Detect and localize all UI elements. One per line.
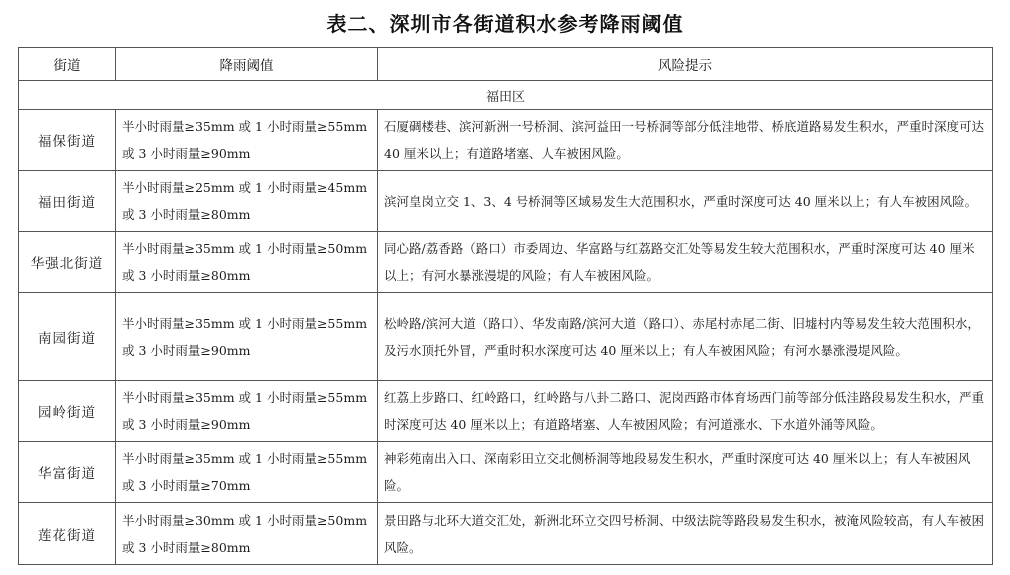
table-row	[19, 232, 993, 293]
threshold-line: 或 3 小时雨量≥90mm	[122, 417, 251, 432]
risk-warning: 石厦碉楼巷、滨河新洲一号桥洞、滨河益田一号桥洞等部分低洼地带、桥底道路易发生积水，严重时深度可达 40 厘米以上；有道路堵塞、人车被困风险。	[378, 110, 993, 171]
street-name: 园岭街道	[19, 381, 116, 442]
threshold-line: 半小时雨量≥35mm 或 1 小时雨量≥55mm	[122, 390, 368, 405]
threshold-line: 半小时雨量≥25mm 或 1 小时雨量≥45mm	[122, 180, 368, 195]
page-title: 表二、深圳市各街道积水参考降雨阈值	[326, 12, 684, 36]
street-name: 莲花街道	[19, 503, 116, 565]
street-name: 华强北街道	[19, 232, 116, 293]
risk-warning: 同心路/荔香路（路口）市委周边、华富路与红荔路交汇处等易发生较大范围积水，严重时深度可达 40 厘米以上；有河水暴涨漫堤的风险；有人车被困风险。	[378, 232, 993, 293]
threshold-line: 半小时雨量≥35mm 或 1 小时雨量≥55mm	[122, 119, 368, 134]
threshold-line: 半小时雨量≥30mm 或 1 小时雨量≥50mm	[122, 512, 368, 528]
threshold-line: 或 3 小时雨量≥80mm	[122, 268, 251, 283]
district-row	[19, 81, 993, 110]
risk-warning: 滨河皇岗立交 1、3、4 号桥洞等区域易发生大范围积水，严重时深度可达 40 厘米以上；有人车被困风险。	[378, 171, 993, 232]
risk-warning: 松岭路/滨河大道（路口）、华发南路/滨河大道（路口）、赤尾村赤尾二街、旧墟村内等易发生较大范围积水，及污水顶托外冒，严重时积水深度可达 40 厘米以上；有人车被困风险；有河水暴涨漫堤风险。	[378, 293, 993, 381]
threshold-line: 或 3 小时雨量≥70mm	[122, 478, 251, 493]
street-name: 华富街道	[19, 442, 116, 503]
rainfall-threshold	[116, 381, 378, 442]
column-header-threshold: 降雨阈值	[116, 48, 378, 81]
threshold-line: 半小时雨量≥35mm 或 1 小时雨量≥55mm	[122, 315, 368, 331]
rainfall-threshold	[116, 442, 378, 503]
column-header-risk: 风险提示	[378, 48, 993, 81]
threshold-line: 半小时雨量≥35mm 或 1 小时雨量≥50mm	[122, 241, 368, 256]
threshold-line: 或 3 小时雨量≥80mm	[122, 539, 251, 555]
rainfall-threshold	[116, 503, 378, 565]
street-name: 福保街道	[19, 110, 116, 171]
table-row	[19, 442, 993, 503]
risk-warning: 景田路与北环大道交汇处，新洲北环立交四号桥洞、中级法院等路段易发生积水，被淹风险较高，有人车被困风险。	[378, 503, 993, 565]
column-header-street: 街道	[19, 48, 116, 81]
district-name: 福田区	[19, 81, 993, 110]
rainfall-threshold-table	[18, 47, 993, 565]
table-row	[19, 381, 993, 442]
rainfall-threshold	[116, 232, 378, 293]
table-row	[19, 293, 993, 381]
table-row	[19, 503, 993, 565]
threshold-line: 或 3 小时雨量≥90mm	[122, 342, 251, 358]
table-row	[19, 110, 993, 171]
threshold-line: 或 3 小时雨量≥80mm	[122, 207, 251, 222]
table-row	[19, 171, 993, 232]
risk-warning: 红荔上步路口、红岭路口，红岭路与八卦二路口、泥岗西路市体育场西门前等部分低洼路段易发生积水，严重时深度可达 40 厘米以上；有道路堵塞、人车被困风险；有河道涨水、下水道外涌等风险。	[378, 381, 993, 442]
threshold-line: 半小时雨量≥35mm 或 1 小时雨量≥55mm	[122, 451, 368, 466]
header-row	[19, 48, 993, 81]
rainfall-threshold	[116, 171, 378, 232]
threshold-line: 或 3 小时雨量≥90mm	[122, 146, 251, 161]
rainfall-threshold	[116, 110, 378, 171]
risk-warning: 神彩苑南出入口、深南彩田立交北侧桥洞等地段易发生积水，严重时深度可达 40 厘米以上；有人车被困风险。	[378, 442, 993, 503]
street-name: 南园街道	[19, 293, 116, 381]
rainfall-threshold	[116, 293, 378, 381]
street-name: 福田街道	[19, 171, 116, 232]
